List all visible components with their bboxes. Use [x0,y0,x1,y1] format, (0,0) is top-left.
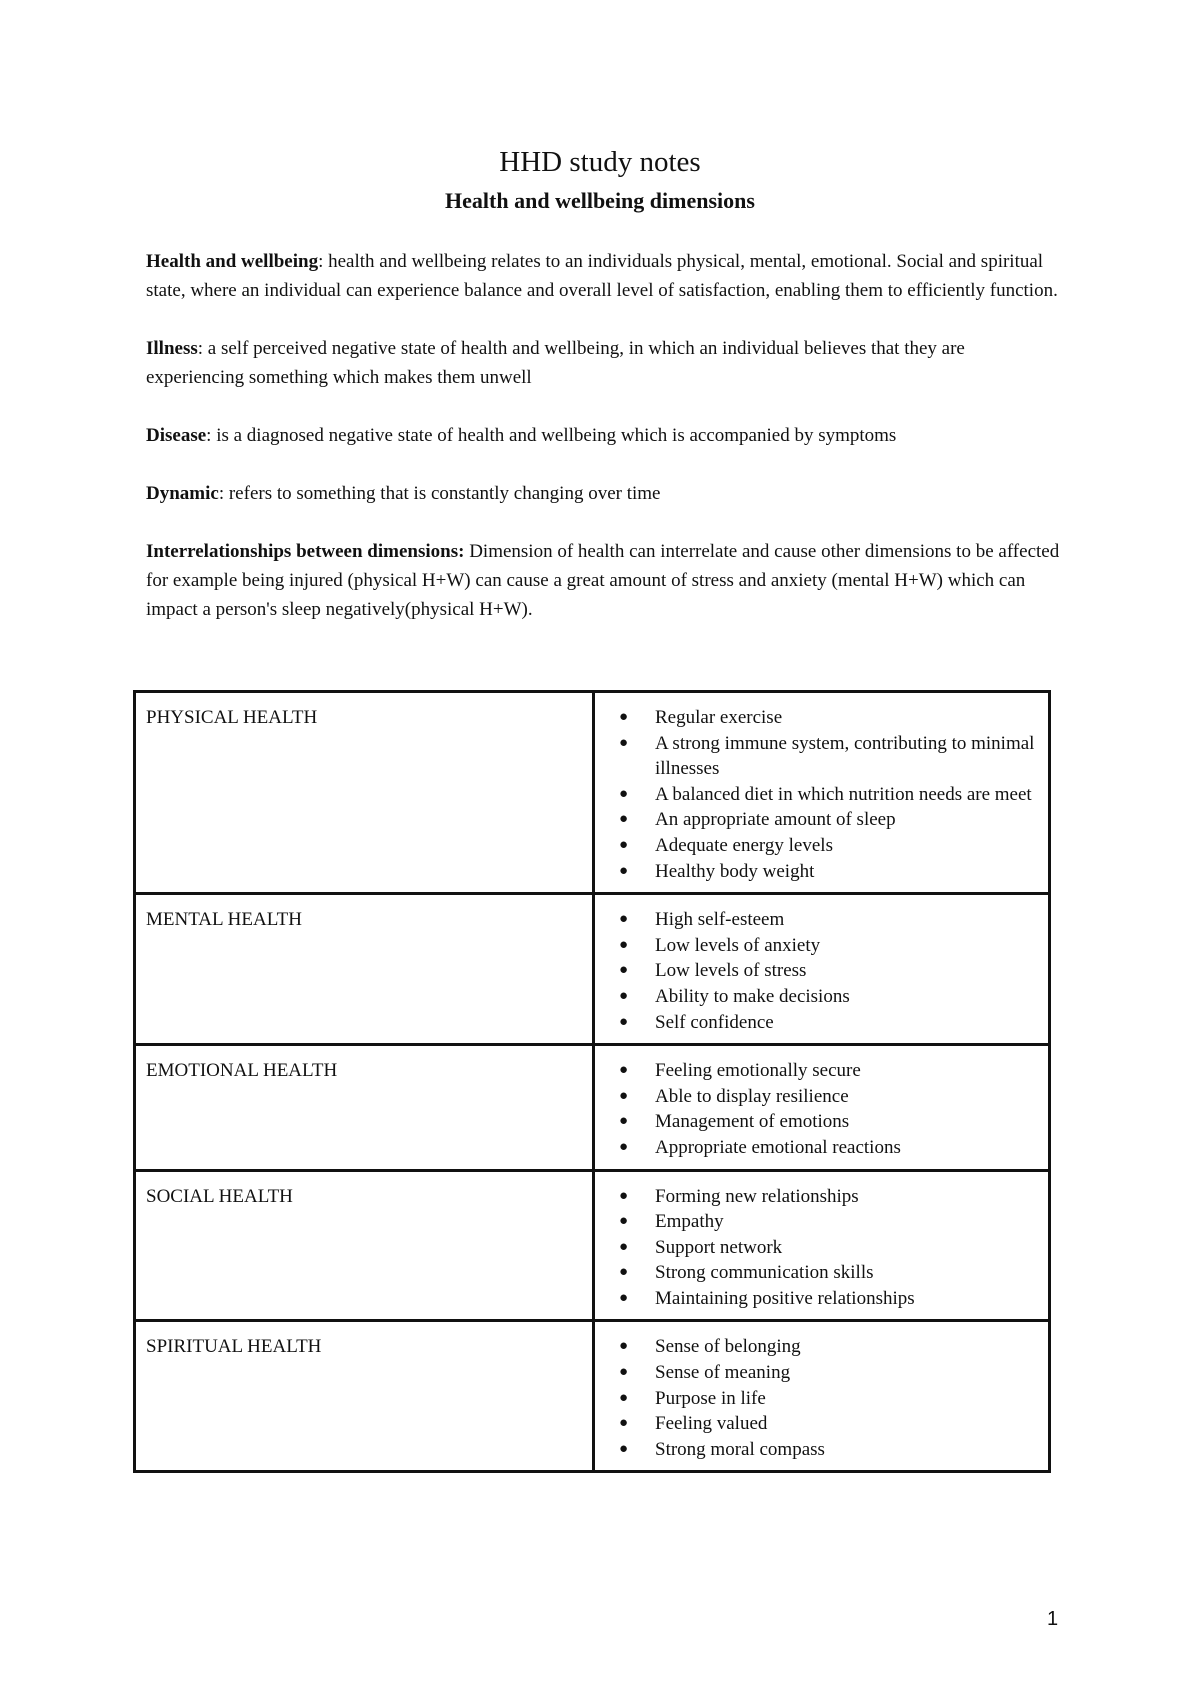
table-row [135,894,1050,1045]
definition-text: is a diagnosed negative state of health and wellbeing which is accompanied by symptoms [211,425,897,446]
definition-text: health and wellbeing relates to an individuals physical, mental, emotional. Social and spiritual state, where an individual can experience balance and overall level of satisfaction, enabling them to efficiently function. [146,251,1058,301]
list-item: ● Strong moral compass [655,1437,1038,1463]
list-item: ● Management of emotions [655,1109,1038,1135]
definition-illness [146,334,1066,392]
definition-term: Interrelationships between dimensions: [146,541,465,562]
list-item: ● Purpose in life [655,1386,1038,1412]
traits-list [605,1334,1038,1462]
list-item: ● Feeling emotionally secure [655,1058,1038,1084]
dimension-name-cell: SOCIAL HEALTH [135,1170,594,1321]
list-item: ● Ability to make decisions [655,984,1038,1010]
traits-list [605,907,1038,1035]
list-item: ● Able to display resilience [655,1084,1038,1110]
list-item: ● Low levels of stress [655,958,1038,984]
page-subtitle: Health and wellbeing dimensions [445,188,755,213]
page-title: HHD study notes [499,146,701,178]
list-item: ● Forming new relationships [655,1184,1038,1210]
table-row [135,692,1050,894]
dimension-traits-cell [594,692,1050,894]
list-item: ● High self-esteem [655,907,1038,933]
list-item: ● Feeling valued [655,1411,1038,1437]
definition-term: Disease [146,425,207,446]
table-row [135,1321,1050,1472]
dimension-traits-cell [594,1045,1050,1170]
definition-term: Illness [146,338,198,359]
dimension-name-cell: SPIRITUAL HEALTH [135,1321,594,1472]
list-item: ● Regular exercise [655,705,1038,731]
list-item: ● Sense of meaning [655,1360,1038,1386]
list-item: ● Empathy [655,1209,1038,1235]
definition-separator: : [218,483,225,504]
definition-disease [146,421,1066,450]
definitions-section [146,247,1066,653]
list-item: ● Strong communication skills [655,1260,1038,1286]
list-item: ● Support network [655,1235,1038,1261]
definition-separator: : [206,425,212,446]
list-item: ● Appropriate emotional reactions [655,1135,1038,1161]
definition-separator: : [318,251,324,272]
traits-list [605,705,1038,884]
list-item: ● A balanced diet in which nutrition needs are meet [655,782,1038,808]
dimension-traits-cell [594,1321,1050,1472]
list-item: ● Sense of belonging [655,1334,1038,1360]
dimension-name-cell: PHYSICAL HEALTH [135,692,594,894]
traits-list [605,1058,1038,1160]
table-row [135,1170,1050,1321]
table-row [135,1045,1050,1170]
traits-list [605,1184,1038,1312]
list-item: ● Self confidence [655,1010,1038,1036]
page-number: 1 [1047,1608,1059,1630]
definition-text: Dimension of health can interrelate and cause other dimensions to be affected for example being injured (physical H+W) can cause a great amount of stress and anxiety (mental H+W) which can impact a person's sleep negatively(physical H+W). [146,541,1060,620]
dimension-name-cell: MENTAL HEALTH [135,894,594,1045]
definition-term: Health and wellbeing [146,251,319,272]
definition-dynamic [146,479,1066,508]
list-item: ● Low levels of anxiety [655,933,1038,959]
definition-health-and-wellbeing [146,247,1066,305]
definition-interrelationships [146,537,1066,624]
dimension-name-cell: EMOTIONAL HEALTH [135,1045,594,1170]
list-item: ● An appropriate amount of sleep [655,807,1038,833]
definition-text: a self perceived negative state of health and wellbeing, in which an individual believes that they are experiencing something which makes them unwell [146,338,965,388]
definition-term: Dynamic [146,483,219,504]
list-item: ● Maintaining positive relationships [655,1286,1038,1312]
definition-separator: : [197,338,204,359]
list-item: ● A strong immune system, contributing to minimal illnesses [655,731,1038,782]
definition-text: refers to something that is constantly changing over time [224,483,661,504]
dimensions-table [133,690,1051,1473]
dimension-traits-cell [594,1170,1050,1321]
dimension-traits-cell [594,894,1050,1045]
list-item: ● Adequate energy levels [655,833,1038,859]
list-item: ● Healthy body weight [655,859,1038,885]
